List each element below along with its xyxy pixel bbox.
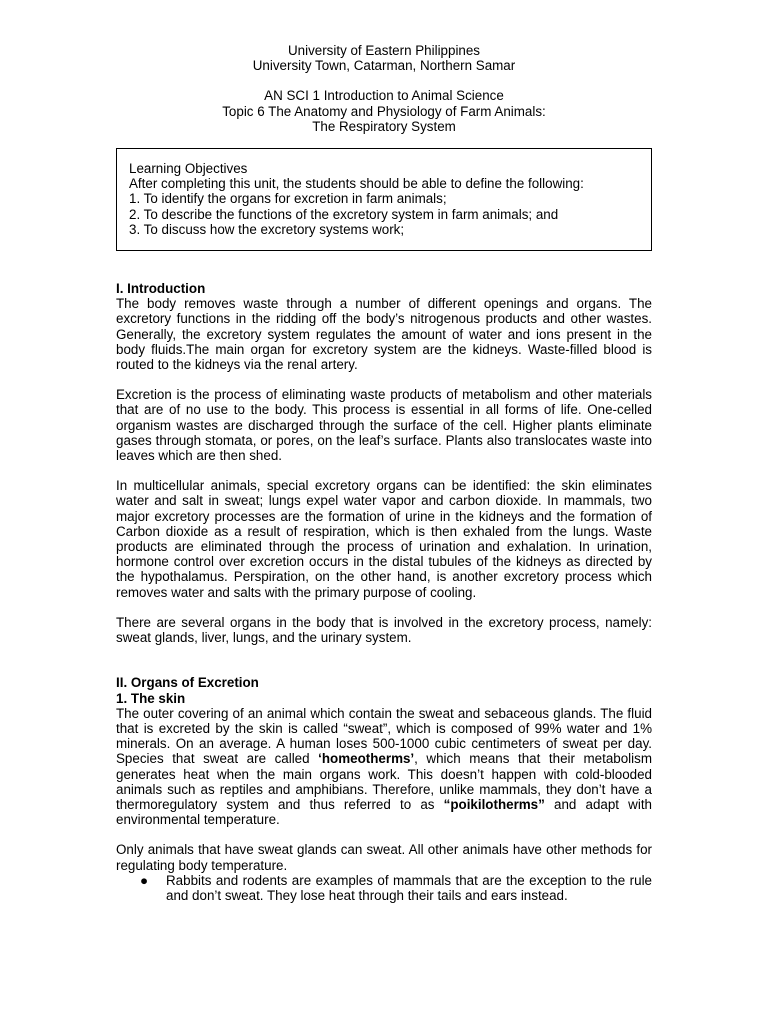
paragraph: There are several organs in the body that is involved in the excretory process, namely: sweat glands, liver, lungs, and the urinary system. xyxy=(116,614,652,646)
topic-title: Topic 6 The Anatomy and Physiology of Farm Animals: xyxy=(222,103,546,119)
document-page xyxy=(116,43,652,903)
objective-item: 2. To describe the functions of the excretory system in farm animals; and xyxy=(129,206,559,222)
section-title-organs: II. Organs of Excretion xyxy=(116,675,259,691)
document-header xyxy=(116,43,652,134)
bullet-text: Rabbits and rodents are examples of mammals that are the exception to the rule and don’t sweat. They lose heat through their tails and ears instead. xyxy=(166,872,652,903)
paragraph: In multicellular animals, special excretory organs can be identified: the skin eliminates water and salt in sweat; lungs expel water vapor and carbon dioxide. In mammals, two major excretory processes are the formation of urine in the kidneys and the formation of Carbon dioxide as a result of respiration, which is then exhaled from the lungs. Waste products are eliminated through the process of urination and exhalation. In urination, hormone control over excretion occurs in the distal tubules of the kidneys as directed by the hypothalamus. Perspiration, on the other hand, is another excretory process which removes water and salts with the primary purpose of cooling. xyxy=(116,478,652,600)
paragraph: Only animals that have sweat glands can sweat. All other animals have other methods for regulating body temperature. xyxy=(116,842,652,873)
term-poikilotherms: “poikilotherms” xyxy=(443,796,545,812)
university-name: University of Eastern Philippines xyxy=(287,43,481,58)
objectives-title: Learning Objectives xyxy=(129,161,248,177)
section-title-introduction: I. Introduction xyxy=(116,281,206,297)
objectives-intro: After completing this unit, the students should be able to define the following: xyxy=(129,176,584,192)
paragraph: Excretion is the process of eliminating waste products of metabolism and other materials that are of no use to the body. This process is essential in all forms of life. One-celled organism wastes are discharged through the surface of the cell. Higher plants eliminate gases through stomata, or pores, on the leaf’s surface. Plants also translocates waste into leaves which are then shed. xyxy=(116,387,652,464)
topic-subtitle: The Respiratory System xyxy=(312,118,456,134)
term-homeotherms: ‘homeotherms’ xyxy=(318,751,415,767)
bullet-icon: ● xyxy=(140,872,149,888)
university-address: University Town, Catarman, Northern Samar xyxy=(252,58,516,74)
objective-item: 3. To discuss how the excretory systems work; xyxy=(129,221,405,237)
subsection-title-skin: 1. The skin xyxy=(116,690,186,706)
course-title: AN SCI 1 Introduction to Animal Science xyxy=(264,88,504,104)
list-item xyxy=(116,873,652,903)
paragraph: The body removes waste through a number of different openings and organs. The excretory functions in the ridding off the body’s nitrogenous products and other wastes. Generally, the excretory system regulates the amount of water and ions present in the body fluids.The main organ for excretory system are the kidneys. Waste-filled blood is routed to the kidneys via the renal artery. xyxy=(116,296,652,373)
paragraph-skin: The outer covering of an animal which contain the sweat and sebaceous glands. The fluid that is excreted by the skin is called “sweat”, which is composed of 99% water and 1% minerals. On an average. A human loses 500-1000 cubic centimeters of sweat per day. Species that sweat are called ‘homeotherms’, which means that their metabolism generates heat when the main organs work. This doesn’t happen with cold-blooded animals such as reptiles and amphibians. Therefore, unlike mammals, they don’t have a thermoregulatory system and thus referred to as “poikilotherms” and adapt with environmental temperature. xyxy=(116,705,652,828)
learning-objectives-box xyxy=(116,148,652,251)
objective-item: 1. To identify the organs for excretion in farm animals; xyxy=(129,191,447,207)
